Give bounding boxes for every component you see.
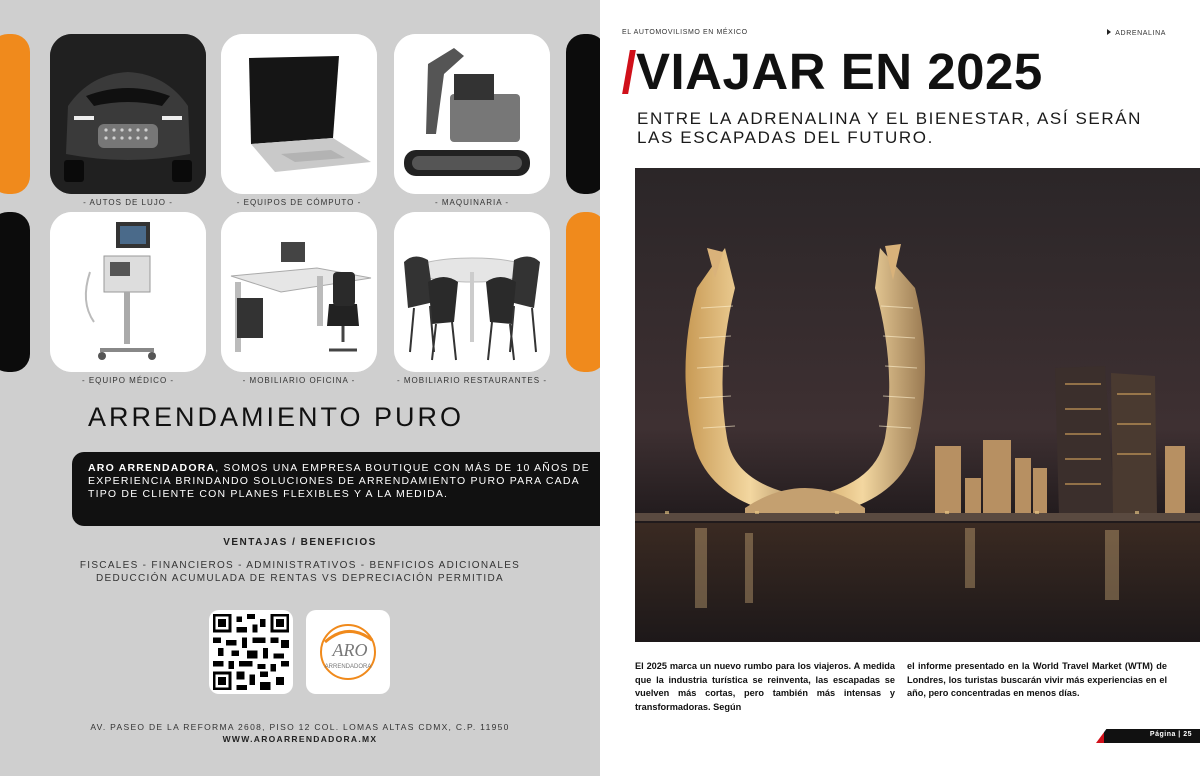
- article-subtitle: ENTRE LA ADRENALINA Y EL BIENESTAR, ASÍ SERÁN LAS ESCAPADAS DEL FUTURO.: [637, 109, 1143, 147]
- orange-tab-decoration: [566, 212, 600, 372]
- luxury-car-photo: [50, 34, 206, 194]
- tile-label: - EQUIPOS DE CÓMPUTO -: [236, 198, 362, 207]
- tile-label: - EQUIPO MÉDICO -: [81, 376, 175, 385]
- article-body-column-1: El 2025 marca un nuevo rumbo para los viajeros. A medida que la industria turística se reinventa, las escapadas se vuelven más cortas, pero también más intensas y transformadoras. Según: [635, 661, 895, 712]
- page-number: Página | 25: [1149, 731, 1192, 738]
- article-title: VIAJAR EN 2025: [636, 43, 1043, 100]
- laptop-photo: [221, 34, 377, 194]
- page-number-tab: [1096, 729, 1200, 743]
- company-intro-box: [72, 452, 600, 526]
- tile-label: - MOBILIARIO OFICINA -: [242, 376, 356, 385]
- section-header: EL AUTOMOVILISMO EN MÉXICO: [622, 29, 748, 36]
- article-page: [600, 0, 1200, 776]
- benefits-detail: DEDUCCIÓN ACUMULADA DE RENTAS VS DEPRECIACIÓN PERMITIDA: [95, 573, 505, 584]
- aro-logo: [306, 610, 390, 694]
- title-accent-bar: [622, 50, 636, 94]
- logo-letters: ARO: [332, 640, 368, 660]
- company-name: ARO ARRENDADORA: [88, 462, 216, 474]
- black-tab-decoration: [0, 212, 30, 372]
- company-description: , SOMOS UNA EMPRESA BOUTIQUE CON MÁS DE 10 AÑOS DE EXPERIENCIA BRINDANDO SOLUCIONES DE ARRENDAMIENTO PURO PARA CADA TIPO DE CLIENTE CON PLANES FLEXIBLES Y A LA MEDIDA.: [88, 462, 590, 500]
- qr-code[interactable]: [209, 610, 293, 694]
- website-link[interactable]: WWW.AROARRENDADORA.MX: [222, 734, 378, 744]
- tile-label: - MOBILIARIO RESTAURANTES -: [397, 376, 547, 385]
- tile-label: - MAQUINARIA -: [434, 198, 509, 207]
- tile-label: - AUTOS DE LUJO -: [83, 198, 173, 207]
- excavator-photo: [394, 34, 550, 194]
- ad-headline: ARRENDAMIENTO PURO: [88, 402, 465, 432]
- benefits-heading: VENTAJAS / BENEFICIOS: [223, 537, 377, 548]
- article-body-column-2: el informe presentado en la World Travel Market (WTM) de Londres, los turistas buscarán vivir más experiencias en el año, pero concentradas en menos días.: [907, 661, 1167, 698]
- lusail-towers-night-photo: [635, 168, 1200, 642]
- logo-text: ARRENDADORA: [324, 664, 372, 670]
- medical-equipment-photo: [50, 212, 206, 372]
- black-tab-decoration: [566, 34, 600, 194]
- restaurant-furniture-photo: [394, 212, 550, 372]
- company-address: AV. PASEO DE LA REFORMA 2608, PISO 12 COL. LOMAS ALTAS CDMX, C.P. 11950: [90, 722, 510, 732]
- section-tag: ADRENALINA: [1107, 29, 1166, 37]
- benefits-list: FISCALES - FINANCIEROS - ADMINISTRATIVOS - BENFICIOS ADICIONALES: [79, 560, 521, 571]
- orange-tab-decoration: [0, 34, 30, 194]
- office-furniture-photo: [221, 212, 377, 372]
